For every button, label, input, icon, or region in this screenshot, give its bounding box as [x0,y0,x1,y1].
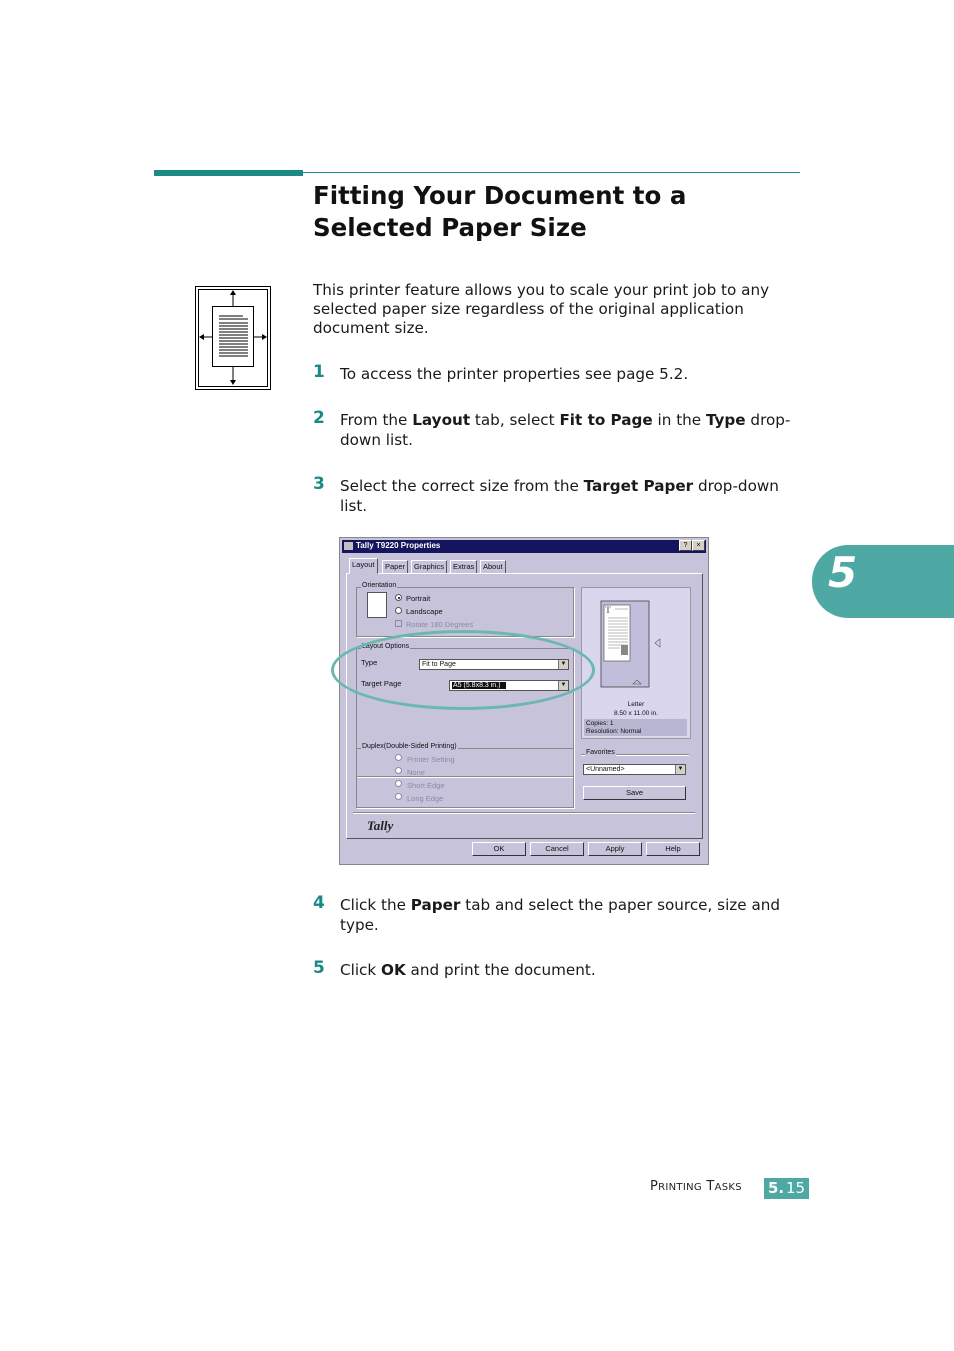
chevron-down-icon[interactable]: ▼ [675,765,685,774]
highlight-ellipse [331,630,595,710]
heading-rule-line [303,172,800,173]
duplex-none-label: None [407,768,425,777]
duplex-long-edge-label: Long Edge [407,794,444,803]
type-label: Type [361,658,378,667]
close-icon[interactable]: × [692,540,705,551]
help-icon[interactable]: ? [679,540,692,551]
duplex-group [356,748,574,808]
portrait-radio[interactable] [395,594,402,601]
duplex-label: Duplex(Double-Sided Printing) [362,743,457,750]
step-text-1: To access the printer properties see page 5.2. [340,365,689,383]
tab-about[interactable]: About [480,560,506,573]
duplex-none-radio[interactable] [395,767,402,774]
preview-status-box [584,719,687,736]
page-preview-graphic [590,588,682,691]
tab-layout[interactable]: Layout [349,558,378,574]
svg-text:T: T [605,605,612,615]
duplex-short-edge-radio[interactable] [395,780,402,787]
landscape-radio[interactable] [395,607,402,614]
target-page-value: A5 (5.8x8.3 in.) [452,682,506,689]
page-number: 15 [786,1179,806,1197]
page-title: Fitting Your Document to a Selected Paper Size [313,181,687,242]
footer-section-title: PRINTING TASKS [650,1179,742,1194]
type-value: Fit to Page [422,661,456,668]
duplex-short-edge-label: Short Edge [407,781,445,790]
preview-paper-name: Letter [627,701,645,708]
intro-paragraph: This printer feature allows you to scale your print job to any selected paper size regardless of the original application document size. [313,281,770,337]
dialog-title: Tally T9220 Properties [356,541,441,550]
chevron-down-icon[interactable]: ▼ [558,660,568,669]
landscape-label: Landscape [406,607,443,616]
step-number-5: 5 [313,958,325,978]
duplex-long-edge-radio[interactable] [395,793,402,800]
dialog-title-bar [342,540,706,553]
preview-paper-size: 8.50 x 11.00 in. [614,710,658,717]
help-button[interactable]: Help [646,842,700,856]
tab-graphics[interactable]: Graphics [411,560,447,573]
step-number-2: 2 [313,408,325,428]
fit-to-page-icon [195,286,271,390]
tally-logo: Tally [367,818,394,833]
step-number-1: 1 [313,362,325,382]
step-text-5: Click OK and print the document. [340,961,596,979]
step-number-4: 4 [313,893,325,913]
brand-divider [353,812,695,813]
rotate-label: Rotate 180 Degrees [406,620,474,629]
page-preview-pane [581,587,691,739]
layout-tab-panel [346,573,703,839]
duplex-printer-setting-label: Printer Setting [407,755,455,764]
step-number-3: 3 [313,474,325,494]
ok-button[interactable]: OK [472,842,526,856]
favorites-label: Favorites [586,749,615,756]
page-chapter: 5. [768,1179,785,1197]
step-text-3: Select the correct size from the Target Paper drop-down list. [340,477,779,515]
tab-paper[interactable]: Paper [382,560,408,573]
save-button[interactable]: Save [583,786,686,800]
rotate-checkbox[interactable] [395,620,402,627]
duplex-printer-setting-radio[interactable] [395,754,402,761]
cancel-button[interactable]: Cancel [530,842,584,856]
chapter-number: 5 [828,548,858,597]
favorites-value: <Unnamed> [586,766,625,773]
orientation-label: Orientation [362,582,397,589]
step-text-2: From the Layout tab, select Fit to Page in the Type drop-down list. [340,411,791,449]
apply-button[interactable]: Apply [588,842,642,856]
preview-resolution: Resolution: Normal [586,728,642,735]
layout-options-label: Layout Options [362,643,410,650]
heading-rule-accent [154,170,303,176]
portrait-icon [367,592,387,618]
printer-icon [344,542,353,550]
step-text-4: Click the Paper tab and select the paper source, size and type. [340,896,781,934]
portrait-label: Portrait [406,594,431,603]
target-page-label: Target Page [361,679,402,688]
favorites-dropdown[interactable] [583,764,686,775]
preview-copies: Copies: 1 [586,720,614,727]
tab-extras[interactable]: Extras [450,560,477,573]
chevron-down-icon[interactable]: ▼ [558,681,568,690]
